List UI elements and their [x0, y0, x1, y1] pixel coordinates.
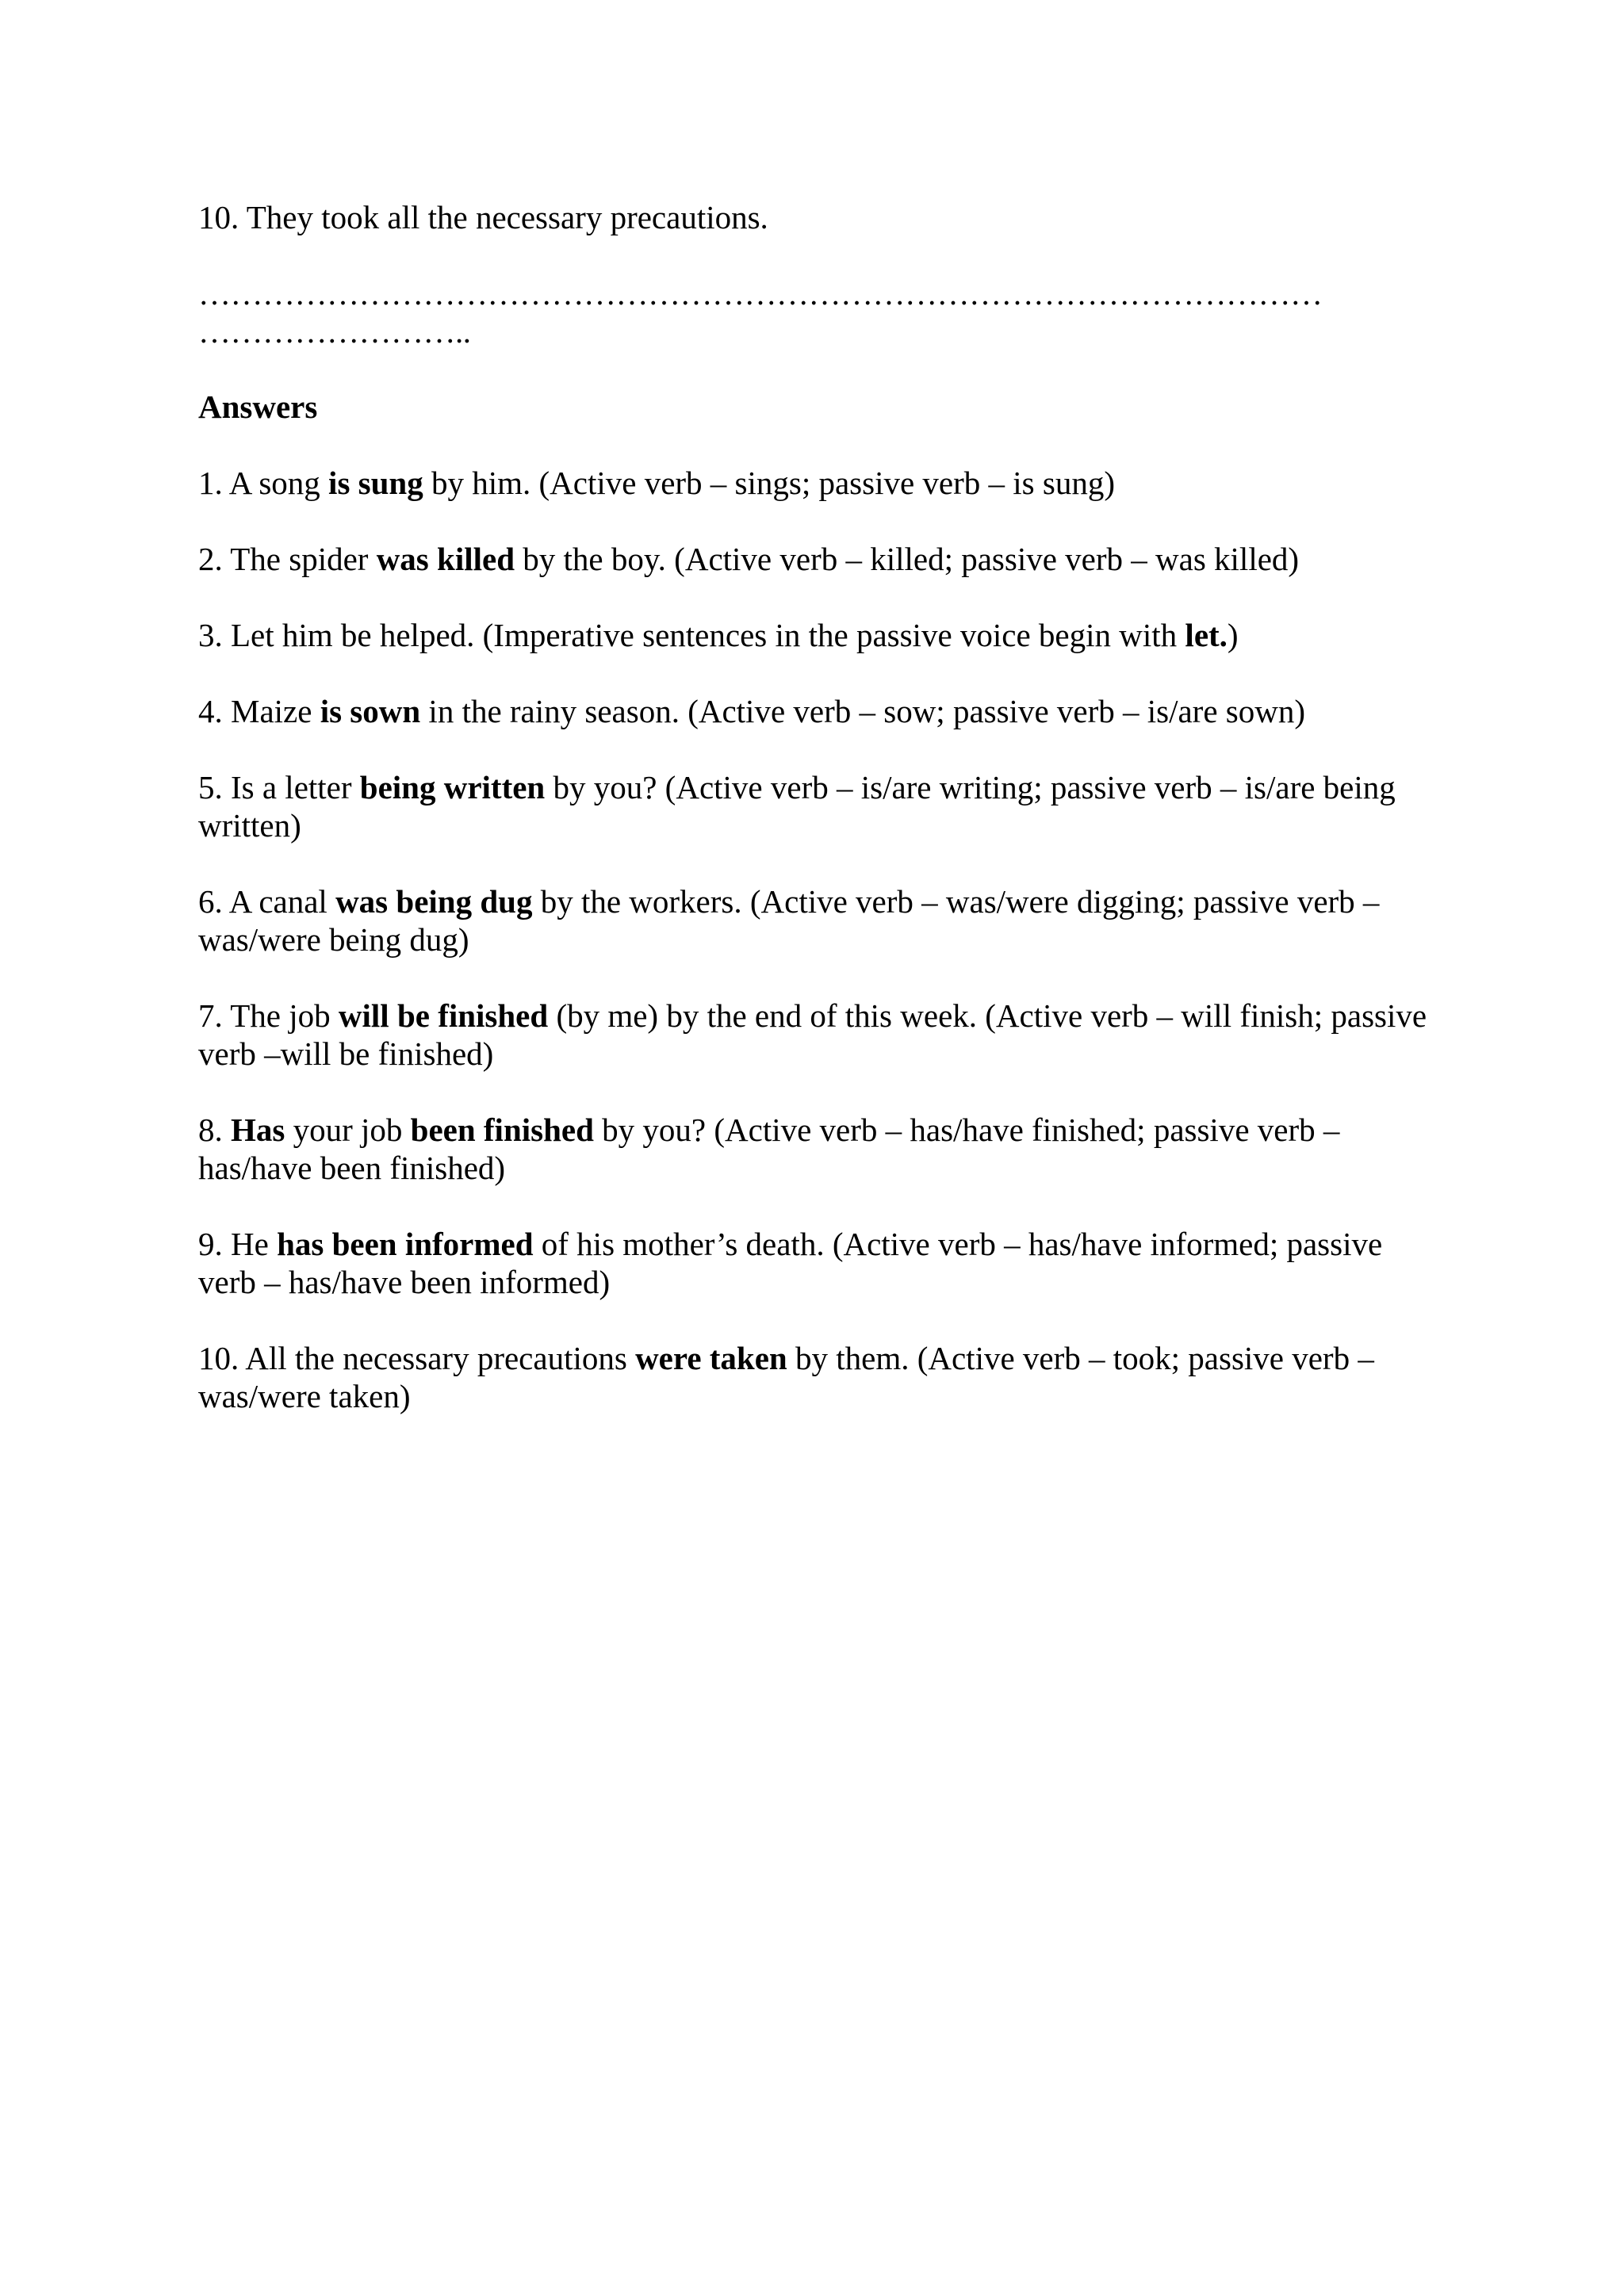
page-content: [198, 198, 1427, 1453]
passive-verb: is sown: [320, 693, 421, 729]
answer-text: by them. (Active verb – took; passive verb – was/were taken): [198, 1340, 1374, 1414]
answer-text: 4. Maize: [198, 693, 320, 729]
answer-text: your job: [285, 1112, 411, 1148]
answer-item-2: [198, 540, 1427, 578]
passive-verb: were taken: [635, 1340, 787, 1376]
passive-verb: was being dug: [335, 883, 533, 920]
answer-item-6: [198, 882, 1427, 959]
answer-text: by the boy. (Active verb – killed; passive verb – was killed): [515, 541, 1300, 577]
question-10: 10. They took all the necessary precautions.: [198, 199, 768, 235]
answer-item-8: [198, 1111, 1427, 1187]
passive-verb: has been informed: [277, 1226, 534, 1262]
answer-text: 7. The job: [198, 997, 339, 1034]
passive-verb: being written: [359, 769, 546, 806]
answer-blank-line-2: ……………………..: [198, 313, 471, 350]
passive-verb: is sung: [328, 465, 423, 501]
answer-text: 10. All the necessary precautions: [198, 1340, 636, 1376]
answer-text: 1. A song: [198, 465, 329, 501]
answer-blank-line-1: ……………………………………………………………………………………………: [198, 275, 1323, 312]
answer-text: 6. A canal: [198, 883, 336, 920]
answer-text: by you? (Active verb – has/have finished; passive verb – has/have been finished): [198, 1112, 1340, 1186]
answer-text: by him. (Active verb – sings; passive verb – is sung): [423, 465, 1115, 501]
answer-item-4: [198, 692, 1427, 730]
answer-text: in the rainy season. (Active verb – sow; passive verb – is/are sown): [420, 693, 1306, 729]
answers-heading: Answers: [198, 388, 318, 425]
passive-verb: Has: [231, 1112, 285, 1148]
answer-item-10: [198, 1339, 1427, 1415]
answer-item-3: [198, 616, 1427, 654]
answer-text: 9. He: [198, 1226, 278, 1262]
passive-verb: been finished: [410, 1112, 594, 1148]
answer-text: by you? (Active verb – is/are writing; passive verb – is/are being written): [198, 769, 1396, 844]
answer-text: ): [1227, 617, 1239, 653]
answer-text: 8.: [198, 1112, 231, 1148]
answer-blank: [198, 274, 1427, 350]
answer-item-1: [198, 464, 1427, 502]
passive-verb: will be finished: [338, 997, 549, 1034]
answer-text: of his mother’s death. (Active verb – has/have informed; passive verb – has/have been informed): [198, 1226, 1383, 1300]
answer-item-5: [198, 768, 1427, 844]
answer-text: 2. The spider: [198, 541, 377, 577]
answer-text: 5. Is a letter: [198, 769, 360, 806]
answer-text: (by me) by the end of this week. (Active verb – will finish; passive verb –will be finished): [198, 997, 1427, 1072]
answer-item-7: [198, 997, 1427, 1073]
answer-item-9: [198, 1225, 1427, 1301]
answers-list: [198, 464, 1427, 1415]
answer-text: by the workers. (Active verb – was/were digging; passive verb – was/were being dug): [198, 883, 1380, 958]
passive-verb: let.: [1185, 617, 1228, 653]
answer-text: 3. Let him be helped. (Imperative sentences in the passive voice begin with: [198, 617, 1185, 653]
passive-verb: was killed: [376, 541, 515, 577]
